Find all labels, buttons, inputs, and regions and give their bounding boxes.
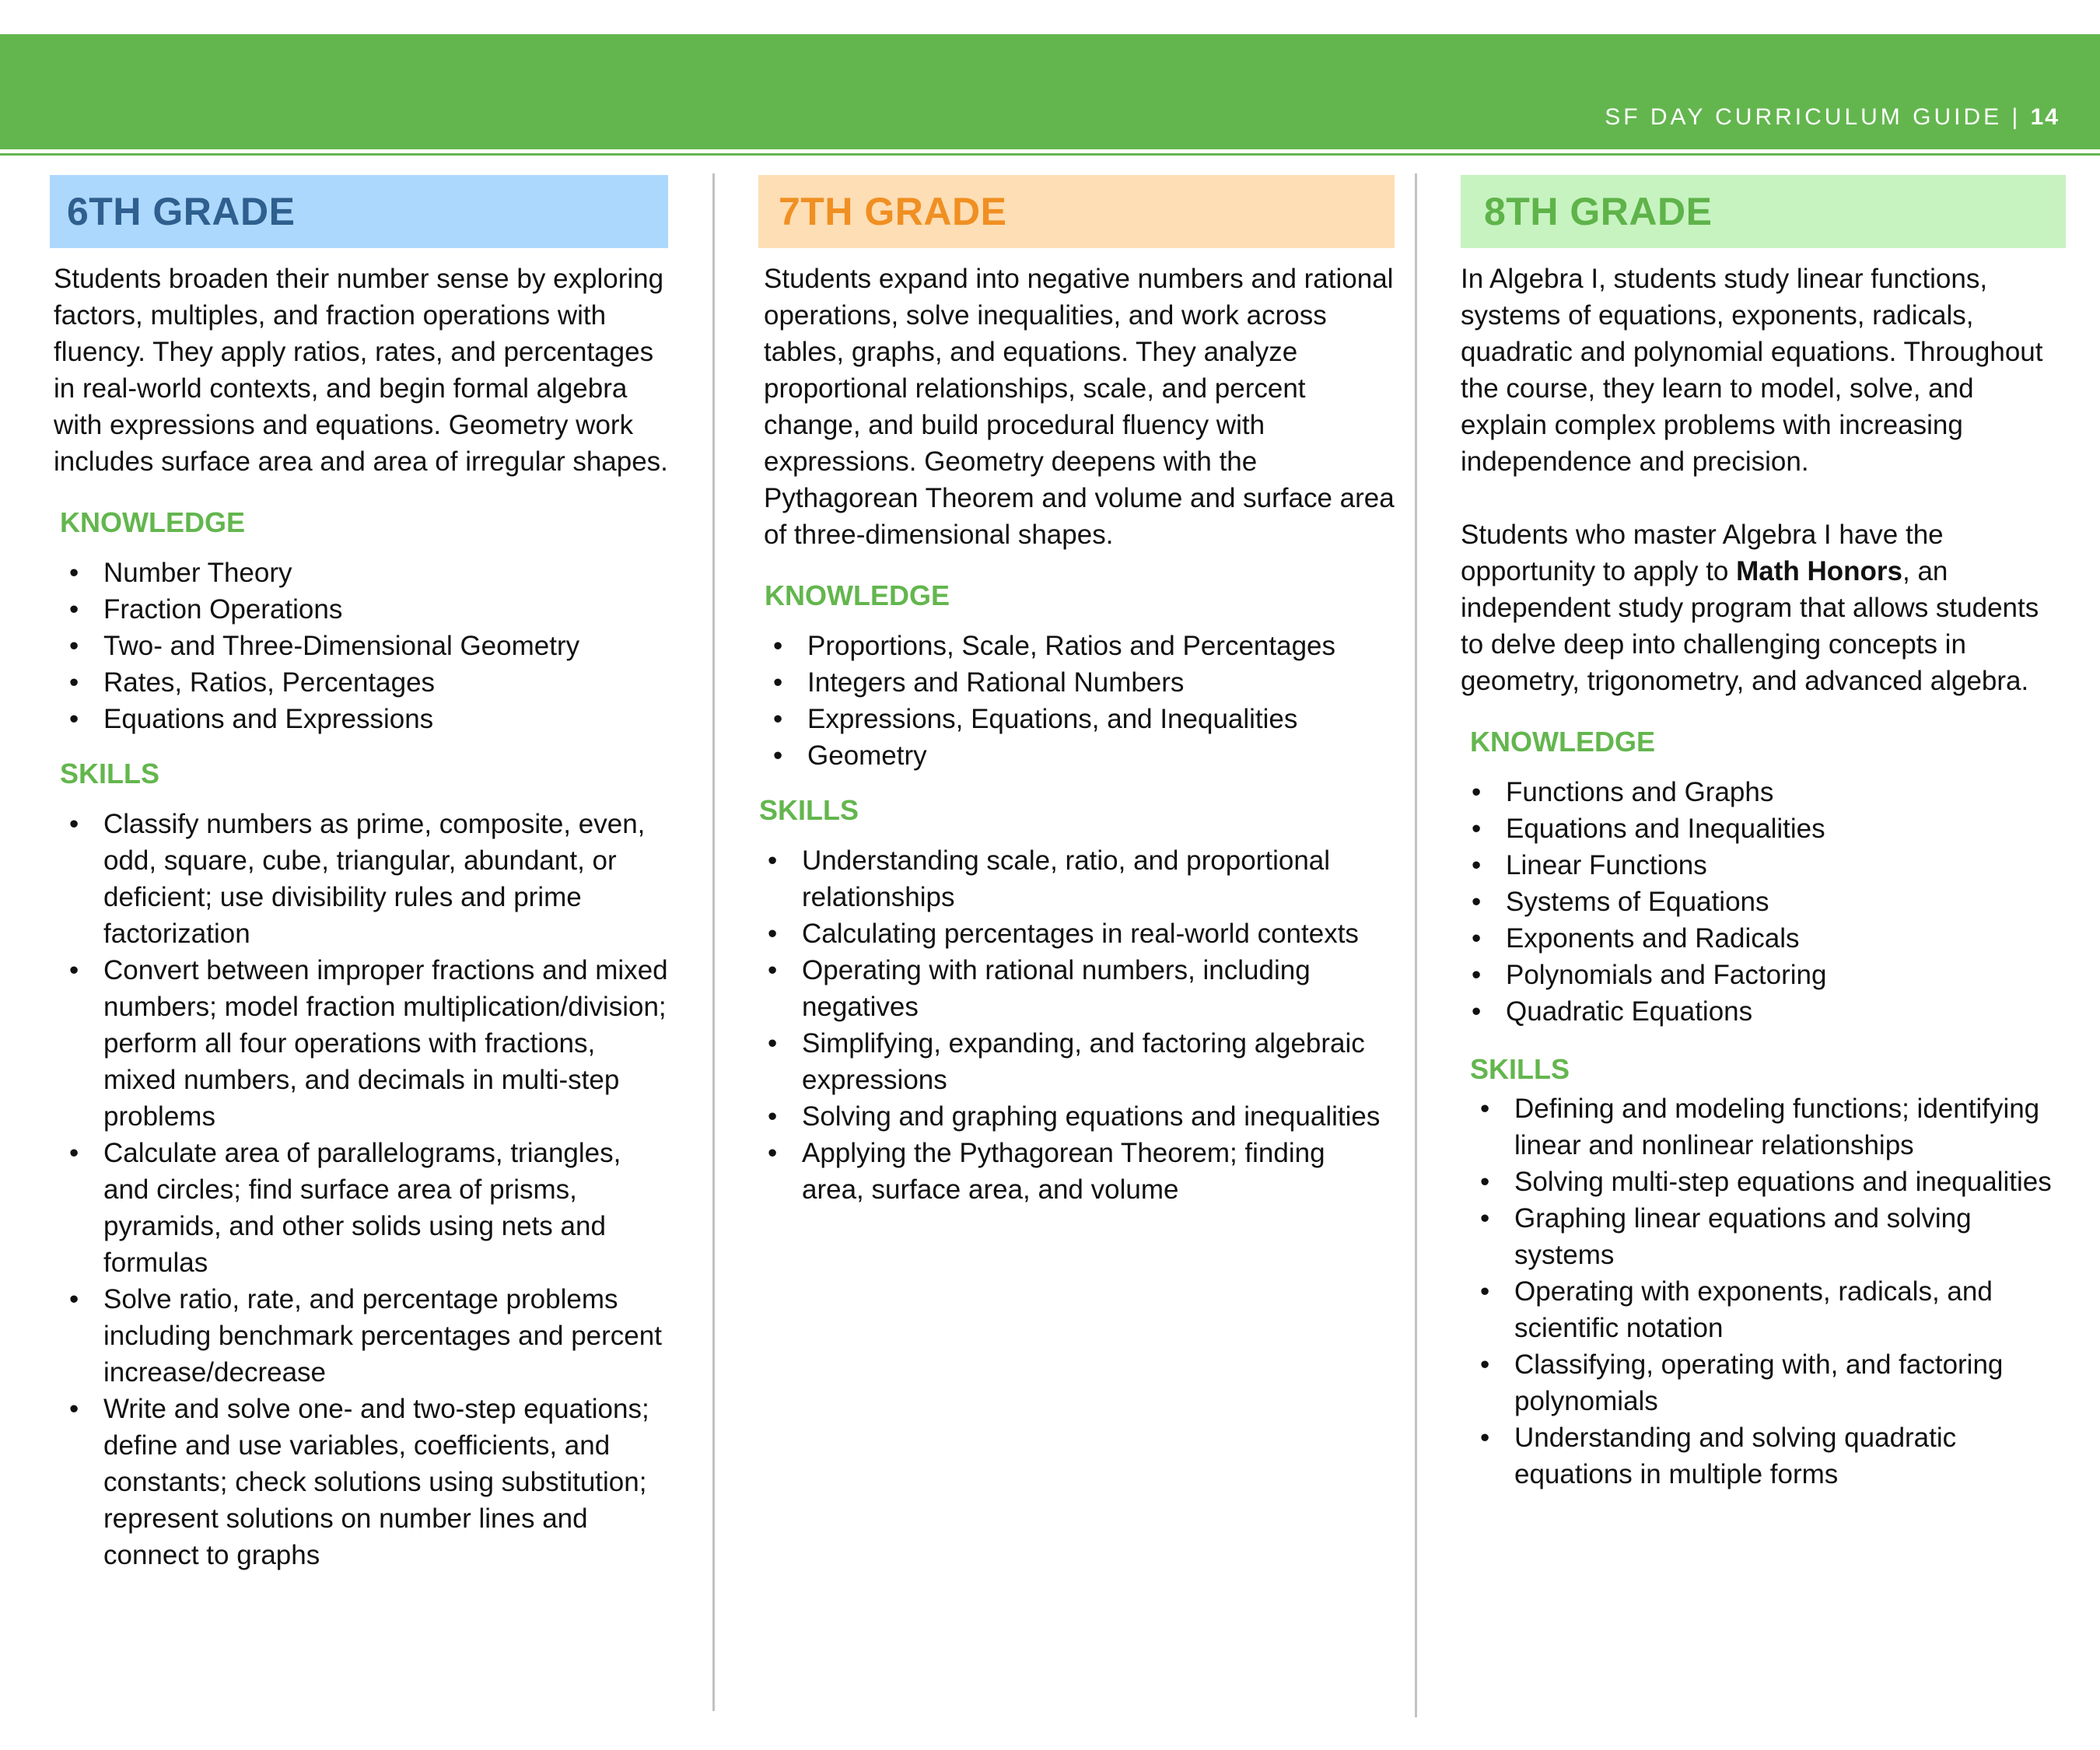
- skill-item: • Calculating percentages in real-world contexts: [802, 915, 1395, 952]
- knowledge-item: • Two- and Three-Dimensional Geometry: [103, 628, 668, 664]
- skill-item: • Defining and modeling functions; identifying linear and nonlinear relationships: [1514, 1090, 2066, 1164]
- knowledge-item: • Exponents and Radicals: [1506, 920, 2066, 957]
- header-banner: [0, 34, 2100, 149]
- knowledge-item: • Quadratic Equations: [1506, 993, 2066, 1030]
- knowledge-item: • Fraction Operations: [103, 591, 668, 628]
- honors-text-after: , an independent study program that allows students to delve deep into challenging concepts in geometry, trigonometry, and advanced algebra.: [1461, 556, 2039, 696]
- grade8-title: 8TH GRADE: [1484, 190, 1713, 233]
- grade8-title-box: [1461, 175, 2066, 248]
- grade6-column: [50, 175, 668, 1573]
- grade8-honors-paragraph: [1461, 516, 2066, 699]
- grade6-description: Students broaden their number sense by exploring factors, multiples, and fraction operations with fluency. They apply ratios, rates, and percentages in real-world contexts, and begin formal algebra with expressions and equations. Geometry work includes surface area and area of irregular shapes.: [54, 264, 668, 477]
- grade6-knowledge-heading: KNOWLEDGE: [60, 506, 245, 538]
- skill-item: • Solve ratio, rate, and percentage problems including benchmark percentages and percent increase/decrease: [103, 1281, 668, 1391]
- knowledge-item: • Expressions, Equations, and Inequalities: [807, 701, 1395, 737]
- grade8-column: [1461, 175, 2066, 1493]
- grade6-title-box: [50, 175, 668, 248]
- skill-item: • Applying the Pythagorean Theorem; finding area, surface area, and volume: [802, 1135, 1395, 1208]
- skill-item: • Operating with exponents, radicals, and scientific notation: [1514, 1273, 2066, 1346]
- knowledge-item: • Integers and Rational Numbers: [807, 664, 1395, 701]
- skill-item: • Graphing linear equations and solving systems: [1514, 1200, 2066, 1273]
- grade8-knowledge-heading: KNOWLEDGE: [1470, 726, 1655, 758]
- skill-item: • Simplifying, expanding, and factoring algebraic expressions: [802, 1025, 1395, 1098]
- page-number: 14: [2030, 104, 2060, 130]
- header-separator: |: [2011, 104, 2021, 130]
- header-rule: [0, 153, 2100, 156]
- honors-text-before: Students who master Algebra I have the opportunity to apply to: [1461, 520, 1944, 586]
- grade7-title: 7TH GRADE: [779, 190, 1007, 233]
- skill-item: • Classifying, operating with, and factoring polynomials: [1514, 1346, 2066, 1419]
- skill-item: • Classify numbers as prime, composite, even, odd, square, cube, triangular, abundant, or deficient; use divisibility rules and prime factorization: [103, 806, 668, 952]
- grade7-skills-heading: SKILLS: [759, 794, 859, 826]
- math-honors-label: Math Honors: [1736, 556, 1903, 586]
- grade7-title-box: [758, 175, 1395, 248]
- skill-item: • Solving and graphing equations and inequalities: [802, 1098, 1395, 1135]
- grade6-title: 6TH GRADE: [67, 190, 296, 233]
- skill-item: • Calculate area of parallelograms, triangles, and circles; find surface area of prisms, pyramids, and other solids using nets and formulas: [103, 1135, 668, 1281]
- grade7-knowledge-heading: KNOWLEDGE: [765, 579, 950, 611]
- knowledge-item: • Geometry: [807, 737, 1395, 774]
- grade7-description: Students expand into negative numbers and rational operations, solve inequalities, and work across tables, graphs, and equations. They analyze proportional relationships, scale, and percent change, and build procedural fluency with expressions. Geometry deepens with the Pythagorean Theorem and volume and surface area of three-dimensional shapes.: [764, 264, 1395, 550]
- skill-item: • Solving multi-step equations and inequalities: [1514, 1164, 2066, 1200]
- skill-item: • Write and solve one- and two-step equations; define and use variables, coefficients, and constants; check solutions using substitution; represent solutions on number lines and connect to graphs: [103, 1391, 668, 1573]
- knowledge-item: • Proportions, Scale, Ratios and Percentages: [807, 628, 1395, 664]
- knowledge-item: • Polynomials and Factoring: [1506, 957, 2066, 993]
- skill-item: • Understanding and solving quadratic equations in multiple forms: [1514, 1419, 2066, 1493]
- grade8-description: In Algebra I, students study linear functions, systems of equations, exponents, radicals, quadratic and polynomial equations. Throughout the course, they learn to model, solve, and explain complex problems with increasing independence and precision.: [1461, 264, 2043, 477]
- knowledge-item: • Equations and Inequalities: [1506, 810, 2066, 847]
- grade6-knowledge-list: [50, 555, 668, 737]
- knowledge-item: • Functions and Graphs: [1506, 774, 2066, 810]
- knowledge-item: • Equations and Expressions: [103, 701, 668, 737]
- grade7-skills-list: [758, 842, 1395, 1208]
- grade6-skills-heading: SKILLS: [60, 758, 160, 789]
- skill-item: • Operating with rational numbers, including negatives: [802, 952, 1395, 1025]
- column-divider-left: [712, 173, 715, 1711]
- knowledge-item: • Systems of Equations: [1506, 884, 2066, 920]
- grade6-skills-list: [50, 806, 668, 1573]
- knowledge-item: • Linear Functions: [1506, 847, 2066, 884]
- grade7-knowledge-list: [758, 628, 1395, 774]
- knowledge-item: • Number Theory: [103, 555, 668, 591]
- grade7-column: [758, 175, 1395, 1208]
- grade8-skills-heading: SKILLS: [1470, 1053, 1570, 1085]
- guide-title: SF DAY CURRICULUM GUIDE: [1605, 104, 2003, 130]
- grade8-skills-list: [1461, 1090, 2066, 1493]
- grade8-knowledge-list: [1461, 774, 2066, 1030]
- page-header: [1605, 104, 2060, 131]
- knowledge-item: • Rates, Ratios, Percentages: [103, 664, 668, 701]
- skill-item: • Understanding scale, ratio, and proportional relationships: [802, 842, 1395, 915]
- column-divider-right: [1415, 173, 1417, 1717]
- skill-item: • Convert between improper fractions and mixed numbers; model fraction multiplication/division; perform all four operations with fractions, mixed numbers, and decimals in multi-step problems: [103, 952, 668, 1135]
